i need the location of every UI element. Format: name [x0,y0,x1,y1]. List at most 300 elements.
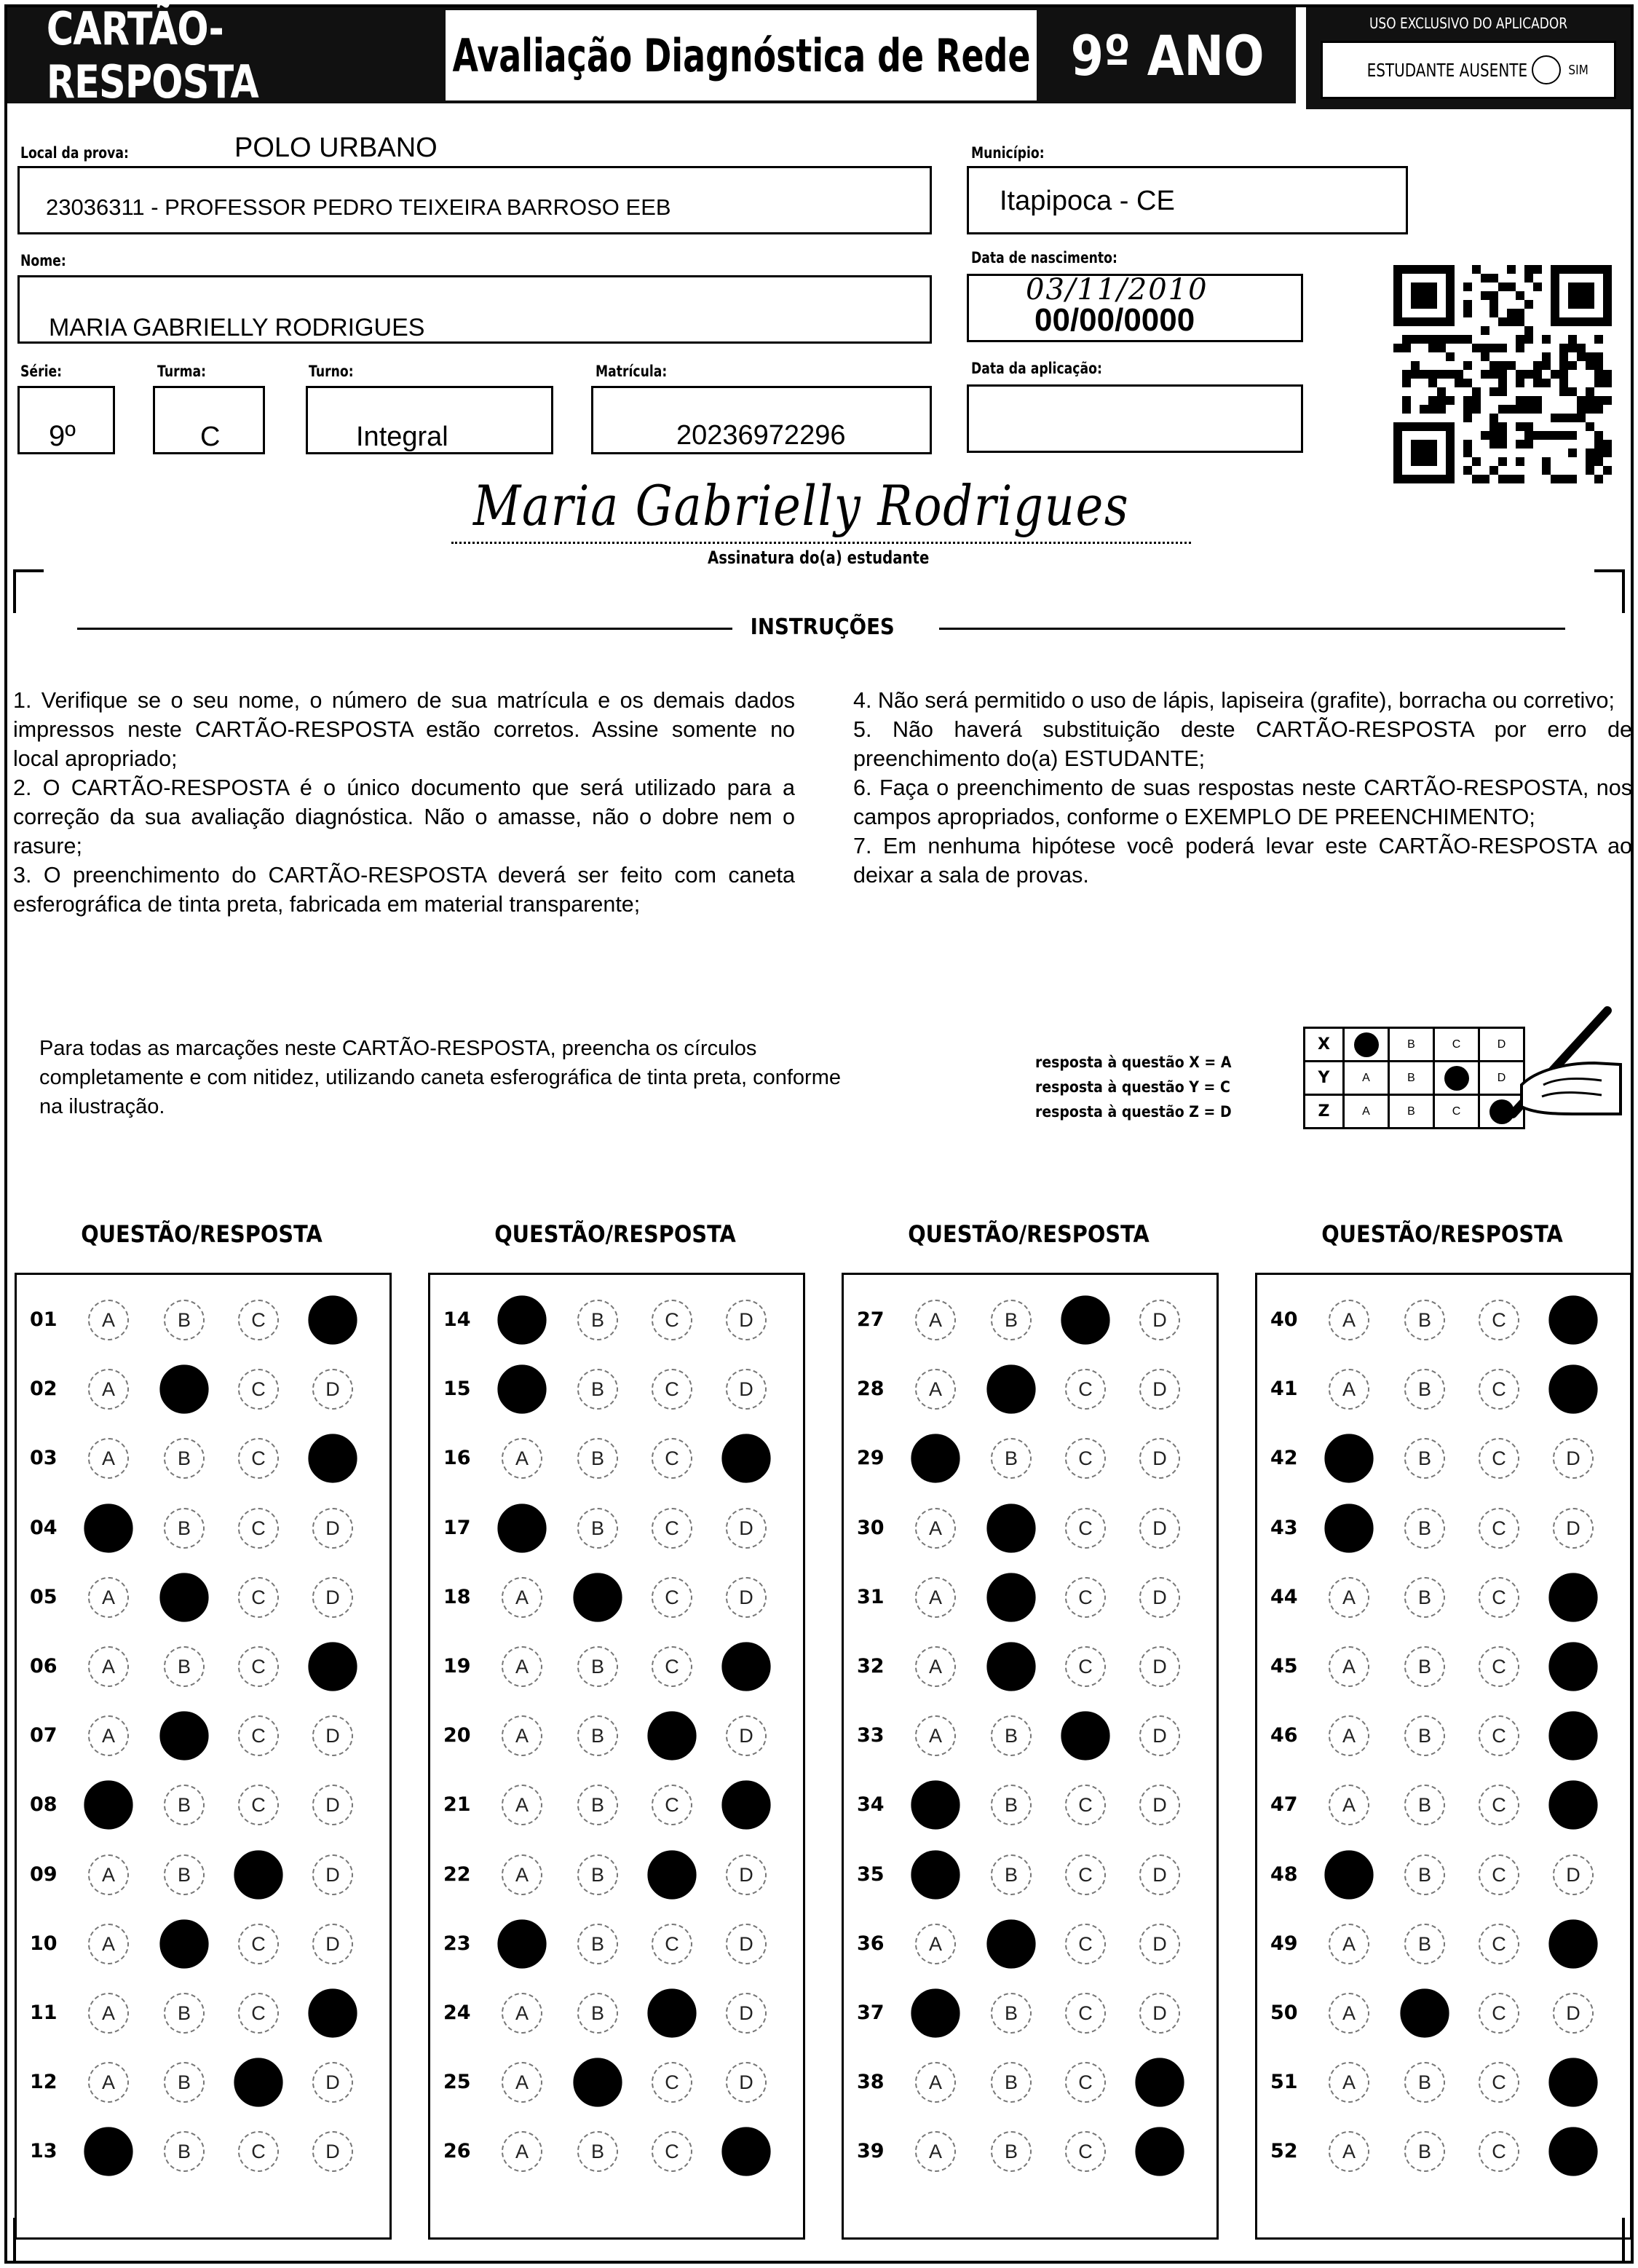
bubble-d[interactable]: D [1139,1785,1180,1825]
bubble-a-filled[interactable]: A [497,1919,546,1968]
bubble-d-filled[interactable]: D [308,1988,357,2037]
bubble-c[interactable]: C [238,1924,279,1964]
question-number: 04 [30,1516,58,1539]
bubble-b-filled[interactable]: B [986,1919,1035,1968]
bubble-b[interactable]: B [1404,1854,1445,1895]
bubble-c[interactable]: C [1065,1993,1106,2034]
bubble-a[interactable]: A [915,2062,956,2103]
example-cell [1434,1095,1479,1129]
question-row [1257,1849,1630,1900]
bubble-a[interactable]: A [502,2131,542,2172]
bubble-b[interactable]: B [1404,1715,1445,1756]
bubble-c[interactable]: C [652,1646,692,1687]
example-bubble-d: D [1497,1038,1506,1051]
nascimento-value: 00/00/0000 [1034,302,1195,338]
bubble-c[interactable]: C [238,1508,279,1549]
bubble-c[interactable]: C [1479,1300,1519,1340]
question-number: 31 [857,1585,885,1608]
question-row [17,1779,389,1830]
exam-title-text: Avaliação Diagnóstica de Rede [451,28,1031,82]
bubble-c[interactable]: C [238,2131,279,2172]
grade-badge-text: 9º ANO [1071,23,1265,88]
column-title-3: QUESTÃO/RESPOSTA [908,1220,1150,1248]
bubble-d-filled[interactable]: D [308,1295,357,1344]
bubble-a[interactable]: A [1329,1715,1369,1756]
bubble-c[interactable]: C [1065,1577,1106,1618]
bubble-d[interactable]: D [726,1924,767,1964]
bubble-d[interactable]: D [726,1854,767,1895]
example-row [1305,1095,1524,1129]
bubble-a[interactable]: A [88,1854,129,1895]
question-number: 26 [443,2140,471,2163]
bubble-a[interactable]: A [502,1715,542,1756]
question-number: 47 [1270,1793,1298,1817]
bubble-c[interactable]: C [238,1438,279,1479]
bubble-a[interactable]: A [88,1438,129,1479]
serie-label: Série: [20,363,63,380]
bubble-c[interactable]: C [238,1993,279,2034]
bubble-b-filled[interactable]: B [1400,1988,1449,2037]
bubble-c-filled[interactable]: C [1061,1295,1109,1344]
bubble-d-filled[interactable]: D [308,1434,357,1483]
bubble-d-filled[interactable]: D [1548,1573,1597,1621]
bubble-a[interactable]: A [915,1508,956,1549]
bubble-a[interactable]: A [1329,2062,1369,2103]
bubble-b-filled[interactable]: B [159,1365,208,1414]
bubble-c-filled[interactable]: C [647,1988,696,2037]
bubble-d[interactable]: D [1553,1993,1594,2034]
bubble-b[interactable]: B [991,1993,1032,2034]
bubble-c[interactable]: C [1479,2062,1519,2103]
bubble-d-filled[interactable]: D [308,1642,357,1691]
nascimento-field [967,274,1303,342]
bubble-d[interactable]: D [1139,1646,1180,1687]
bubble-a[interactable]: A [502,1577,542,1618]
serie-field [17,386,115,454]
question-number: 22 [443,1862,471,1886]
bubble-d-filled[interactable]: D [1548,1919,1597,1968]
bubble-b-filled[interactable]: B [159,1919,208,1968]
bubble-b[interactable]: B [577,1785,618,1825]
bubble-a[interactable]: A [1329,1924,1369,1964]
bubble-b[interactable]: B [991,1854,1032,1895]
bubble-c[interactable]: C [1479,1715,1519,1756]
question-row [1257,2125,1630,2176]
bubble-b[interactable]: B [1404,1924,1445,1964]
bubble-b[interactable]: B [164,1508,205,1549]
bubble-c[interactable]: C [652,1438,692,1479]
bubble-d[interactable]: D [312,1854,353,1895]
school-field [17,166,932,234]
bubble-c[interactable]: C [238,1369,279,1410]
bubble-c[interactable]: C [1479,2131,1519,2172]
bubble-c[interactable]: C [652,2062,692,2103]
question-row [430,1849,803,1900]
bubble-b[interactable]: B [164,1854,205,1895]
bubble-a-filled[interactable]: A [911,1781,960,1830]
bubble-b[interactable]: B [991,1785,1032,1825]
example-bubble-c: C [1452,1038,1461,1051]
bubble-c-filled[interactable]: C [1061,1712,1109,1761]
bubble-b[interactable]: B [577,1715,618,1756]
bubble-c[interactable]: C [1065,1854,1106,1895]
bubble-c-filled[interactable]: C [647,1850,696,1899]
aplicacao-field[interactable] [967,384,1303,453]
bubble-a[interactable]: A [88,2062,129,2103]
bubble-b[interactable]: B [577,2131,618,2172]
question-number: 11 [30,2002,58,2024]
column-title-1: QUESTÃO/RESPOSTA [81,1220,323,1248]
bubble-c[interactable]: C [1065,1438,1106,1479]
bubble-b[interactable]: B [577,1993,618,2034]
turno-value: Integral [356,422,448,452]
bubble-a[interactable]: A [88,1646,129,1687]
answer-column-4 [1255,1273,1632,2240]
bubble-d[interactable]: D [726,1300,767,1340]
bubble-b[interactable]: B [1404,1369,1445,1410]
bubble-d[interactable]: D [726,1577,767,1618]
question-number: 28 [857,1378,885,1401]
example-cell [1344,1062,1389,1095]
bubble-b[interactable]: B [164,1993,205,2034]
instructions-left [13,686,795,919]
bubble-b-filled[interactable]: B [573,2058,622,2107]
bubble-b[interactable]: B [577,1508,618,1549]
bubble-c[interactable]: C [1479,1577,1519,1618]
example-cell [1344,1028,1389,1062]
bubble-a[interactable]: A [502,1646,542,1687]
bubble-b-filled[interactable]: B [159,1573,208,1621]
bubble-d[interactable]: D [1139,1438,1180,1479]
bubble-c[interactable]: C [1065,2131,1106,2172]
bubble-a-filled[interactable]: A [497,1365,546,1414]
bubble-a[interactable]: A [502,1993,542,2034]
question-number: 25 [443,2071,471,2094]
bubble-a[interactable]: A [88,1715,129,1756]
bubble-d-filled[interactable]: D [1548,1642,1597,1691]
bubble-a[interactable]: A [88,1369,129,1410]
example-cell [1389,1028,1434,1062]
bubble-b-filled[interactable]: B [986,1642,1035,1691]
bubble-b[interactable]: B [1404,1508,1445,1549]
bubble-d-filled[interactable]: D [721,1434,770,1483]
bubble-b[interactable]: B [991,1438,1032,1479]
bubble-a-filled[interactable]: A [911,1850,960,1899]
bubble-a-filled[interactable]: A [84,2127,132,2176]
question-row [1257,2056,1630,2107]
bubble-a[interactable]: A [915,1300,956,1340]
bubble-a[interactable]: A [502,1785,542,1825]
bubble-b[interactable]: B [1404,2131,1445,2172]
bubble-d-filled[interactable]: D [1548,1781,1597,1830]
absent-circle[interactable] [1532,55,1561,84]
bubble-d-filled[interactable]: D [721,1781,770,1830]
question-number: 35 [857,1862,885,1886]
bubble-c[interactable]: C [1065,1508,1106,1549]
bubble-d-filled[interactable]: D [1548,1365,1597,1414]
bubble-a[interactable]: A [1329,1993,1369,2034]
bubble-b[interactable]: B [164,1300,205,1340]
frame-corner-tr [1594,569,1625,613]
local-value: POLO URBANO [234,133,438,163]
instruction-4: 4. Não será permitido o uso de lápis, lapiseira (grafite), borracha ou corretivo; [853,688,1615,713]
turma-label: Turma: [157,363,207,380]
bubble-b-filled[interactable]: B [986,1365,1035,1414]
card-title [7,2,443,108]
bubble-c[interactable]: C [1479,1854,1519,1895]
bubble-d-filled[interactable]: D [1548,2058,1597,2107]
bubble-a[interactable]: A [88,1300,129,1340]
legend-x: resposta à questão X = A [1035,1054,1232,1071]
bubble-c[interactable]: C [1065,1924,1106,1964]
bubble-a-filled[interactable]: A [497,1504,546,1552]
bubble-c[interactable]: C [652,1924,692,1964]
bubble-b[interactable]: B [1404,1300,1445,1340]
bubble-d-filled[interactable]: D [721,1642,770,1691]
bubble-c[interactable]: C [1065,1646,1106,1687]
bubble-a-filled[interactable]: A [1324,1434,1373,1483]
bubble-d[interactable]: D [726,1369,767,1410]
bubble-c[interactable]: C [1065,1369,1106,1410]
question-number: 13 [30,2140,58,2163]
aplicacao-label: Data da aplicação: [971,360,1102,377]
question-row [1257,1987,1630,2038]
bubble-d[interactable]: D [1139,1508,1180,1549]
bubble-d[interactable]: D [312,1369,353,1410]
bubble-d[interactable]: D [312,1577,353,1618]
bubble-a[interactable]: A [915,1369,956,1410]
municipio-value: Itapipoca - CE [1000,186,1175,216]
bubble-c[interactable]: C [1479,1993,1519,2034]
bubble-b-filled[interactable]: B [159,1712,208,1761]
instructions-title: INSTRUÇÕES [750,615,895,640]
bubble-d[interactable]: D [312,1924,353,1964]
answer-column-2 [428,1273,805,2240]
question-row [844,1432,1216,1483]
bubble-c[interactable]: C [652,2131,692,2172]
question-row [844,1363,1216,1414]
bubble-c[interactable]: C [238,1577,279,1618]
bubble-d[interactable]: D [312,1715,353,1756]
bubble-a[interactable]: A [502,1438,542,1479]
bubble-d[interactable]: D [726,1993,767,2034]
bubble-b[interactable]: B [1404,1646,1445,1687]
bubble-d-filled[interactable]: D [1548,1295,1597,1344]
answer-column-3 [842,1273,1219,2240]
bubble-d[interactable]: D [312,2062,353,2103]
bubble-d[interactable]: D [312,2131,353,2172]
bubble-b[interactable]: B [164,1438,205,1479]
question-number: 50 [1270,2002,1298,2024]
municipio-label: Município: [971,144,1045,162]
bubble-d-filled[interactable]: D [1135,2127,1184,2176]
bubble-b[interactable]: B [577,1438,618,1479]
bubble-a[interactable]: A [502,1854,542,1895]
question-number: 19 [443,1655,471,1678]
bubble-b[interactable]: B [164,2131,205,2172]
bubble-b[interactable]: B [991,1300,1032,1340]
bubble-c[interactable]: C [1065,1785,1106,1825]
bubble-a[interactable]: A [915,1924,956,1964]
bubble-c[interactable]: C [1479,1508,1519,1549]
bubble-c[interactable]: C [1479,1369,1519,1410]
bubble-a[interactable]: A [502,2062,542,2103]
bubble-a-filled[interactable]: A [497,1295,546,1344]
nascimento-handwritten: 03/11/2010 [1026,273,1208,307]
example-cell [1434,1062,1479,1095]
bubble-c[interactable]: C [238,1785,279,1825]
question-row [1257,1918,1630,1969]
bubble-d[interactable]: D [1553,1508,1594,1549]
nome-value: MARIA GABRIELLY RODRIGUES [49,314,425,341]
bubble-b[interactable]: B [991,1715,1032,1756]
bubble-c[interactable]: C [1479,1924,1519,1964]
bubble-c[interactable]: C [652,1577,692,1618]
bubble-b[interactable]: B [577,1924,618,1964]
question-row [844,2056,1216,2107]
example-bubble-c: C [1452,1105,1461,1118]
bubble-a[interactable]: A [915,1646,956,1687]
bubble-c[interactable]: C [652,1300,692,1340]
column-title-4: QUESTÃO/RESPOSTA [1321,1220,1563,1248]
bubble-b-filled[interactable]: B [986,1573,1035,1621]
bubble-d-filled[interactable]: D [721,2127,770,2176]
bubble-b[interactable]: B [164,1785,205,1825]
bubble-a[interactable]: A [1329,1646,1369,1687]
bubble-c[interactable]: C [1479,1646,1519,1687]
example-bubble-b: B [1407,1038,1415,1051]
bubble-d[interactable]: D [1139,1715,1180,1756]
bubble-a[interactable]: A [88,1993,129,2034]
bubble-a[interactable]: A [915,2131,956,2172]
bubble-d[interactable]: D [1139,1924,1180,1964]
bubble-a[interactable]: A [1329,1577,1369,1618]
legend-y: resposta à questão Y = C [1035,1078,1230,1096]
question-row [17,1987,389,2038]
bubble-d-filled[interactable]: D [1548,2127,1597,2176]
frame-corner-tl [13,569,44,613]
bubble-c-filled[interactable]: C [234,2058,282,2107]
question-row [1257,1432,1630,1483]
question-number: 32 [857,1655,885,1678]
bubble-b[interactable]: B [577,1300,618,1340]
bubble-b-filled[interactable]: B [573,1573,622,1621]
absent-option: SIM [1568,62,1588,78]
bubble-d[interactable]: D [1139,1300,1180,1340]
card-title-text: CARTÃO-RESPOSTA [46,2,258,108]
bubble-a-filled[interactable]: A [911,1434,960,1483]
bubble-a[interactable]: A [1329,1369,1369,1410]
question-row [430,1710,803,1761]
bubble-d[interactable]: D [1139,1993,1180,2034]
bubble-b[interactable]: B [1404,1438,1445,1479]
bubble-c[interactable]: C [652,1508,692,1549]
question-row [844,1779,1216,1830]
bubble-b[interactable]: B [991,2062,1032,2103]
bubble-b[interactable]: B [1404,1785,1445,1825]
question-number: 18 [443,1585,471,1608]
question-number: 29 [857,1447,885,1470]
question-row [430,1571,803,1622]
example-bubble-d: D [1497,1071,1506,1084]
bubble-d-filled[interactable]: D [1135,2058,1184,2107]
question-number: 52 [1270,2140,1298,2163]
bubble-d[interactable]: D [726,1715,767,1756]
bubble-c[interactable]: C [1065,2062,1106,2103]
bubble-a-filled[interactable]: A [911,1988,960,2037]
bubble-d[interactable]: D [1139,1577,1180,1618]
bubble-d[interactable]: D [726,1508,767,1549]
bubble-c[interactable]: C [652,1785,692,1825]
question-row [430,1363,803,1414]
bubble-a[interactable]: A [1329,1300,1369,1340]
bubble-c[interactable]: C [238,1646,279,1687]
bubble-c[interactable]: C [238,1715,279,1756]
bubble-c[interactable]: C [1479,1438,1519,1479]
bubble-d-filled[interactable]: D [1548,1712,1597,1761]
bubble-a-filled[interactable]: A [1324,1504,1373,1552]
bubble-a-filled[interactable]: A [1324,1850,1373,1899]
bubble-b[interactable]: B [1404,2062,1445,2103]
bubble-b[interactable]: B [577,1369,618,1410]
bubble-c-filled[interactable]: C [647,1712,696,1761]
bubble-a[interactable]: A [915,1577,956,1618]
question-number: 09 [30,1862,58,1886]
bubble-c[interactable]: C [652,1369,692,1410]
bubble-a[interactable]: A [1329,2131,1369,2172]
question-number: 08 [30,1793,58,1817]
bubble-b[interactable]: B [577,1646,618,1687]
bubble-c[interactable]: C [1479,1785,1519,1825]
bubble-d[interactable]: D [1139,1854,1180,1895]
question-row [1257,1710,1630,1761]
example-row [1305,1028,1524,1062]
bubble-b[interactable]: B [1404,1577,1445,1618]
question-number: 01 [30,1308,58,1331]
bubble-b-filled[interactable]: B [986,1504,1035,1552]
question-row [1257,1294,1630,1345]
bubble-b[interactable]: B [164,2062,205,2103]
bubble-c-filled[interactable]: C [234,1850,282,1899]
question-row [17,1502,389,1553]
question-number: 23 [443,1932,471,1955]
example-bubble-a: A [1362,1071,1370,1084]
question-row [17,1363,389,1414]
bubble-d[interactable]: D [726,2062,767,2103]
bubble-a[interactable]: A [88,1924,129,1964]
bubble-d[interactable]: D [1553,1854,1594,1895]
bubble-b[interactable]: B [164,1646,205,1687]
bubble-d[interactable]: D [312,1508,353,1549]
bubble-a[interactable]: A [1329,1785,1369,1825]
bubble-a[interactable]: A [88,1577,129,1618]
bubble-b[interactable]: B [577,1854,618,1895]
bubble-d[interactable]: D [1553,1438,1594,1479]
question-row [430,2056,803,2107]
bubble-a[interactable]: A [915,1715,956,1756]
absent-label: ESTUDANTE AUSENTE [1366,59,1528,81]
bubble-d[interactable]: D [1139,1369,1180,1410]
bubble-a-filled[interactable]: A [84,1504,132,1552]
bubble-b[interactable]: B [991,2131,1032,2172]
question-number: 34 [857,1793,885,1817]
bubble-a-filled[interactable]: A [84,1781,132,1830]
bubble-d[interactable]: D [312,1785,353,1825]
instr-rule-left [77,628,732,630]
matricula-value: 20236972296 [676,420,846,451]
question-row [430,1918,803,1969]
bubble-c[interactable]: C [238,1300,279,1340]
